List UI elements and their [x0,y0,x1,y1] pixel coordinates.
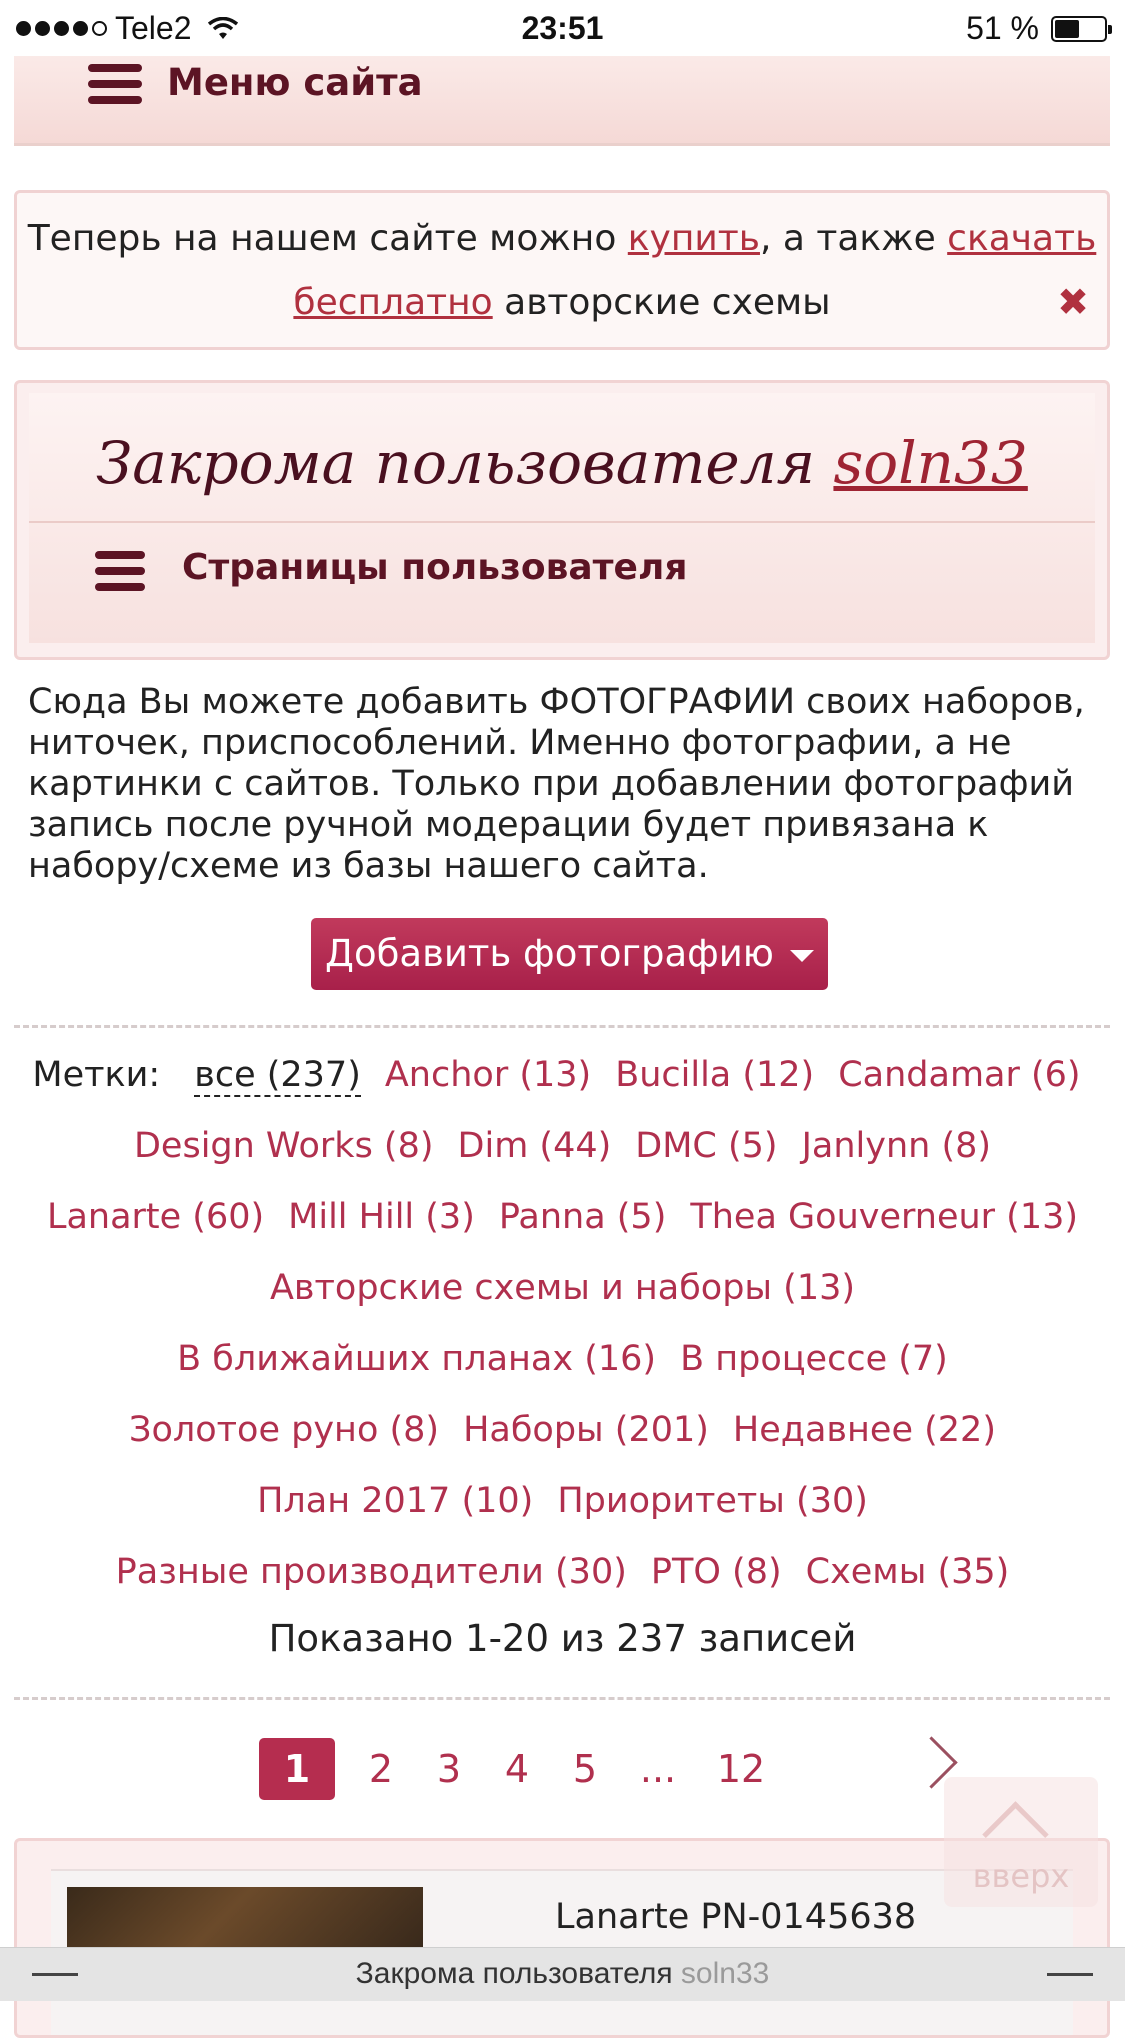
clock: 23:51 [521,10,604,46]
battery-icon [1051,16,1107,42]
tag-all[interactable]: все (237) [194,1055,361,1095]
user-header-inner [29,393,1095,643]
page-link[interactable]: 3 [436,1747,462,1791]
results-count: Показано 1-20 из 237 записей [268,1617,857,1660]
page-link[interactable]: 2 [368,1747,394,1791]
tag-link[interactable]: Bucilla (12) [615,1055,815,1095]
add-photo-label: Добавить фотографию [325,932,774,975]
notice-text-after: авторские схемы [492,282,831,323]
page-link[interactable]: 1 [259,1738,335,1800]
page-title-prefix: Закрома пользователя [96,429,834,497]
browser-title-faded: soln33 [680,1957,770,1990]
minus-icon[interactable] [1047,1973,1093,1976]
divider [14,1697,1110,1700]
tag-link[interactable]: Candamar (6) [838,1055,1081,1095]
caret-down-icon [790,950,814,962]
page-link[interactable]: 4 [504,1747,530,1791]
user-header [14,380,1110,660]
tag-link[interactable]: Panna (5) [498,1197,667,1237]
tag-link[interactable]: Авторские схемы и наборы (13) [269,1268,856,1308]
download-free-link[interactable]: скачать бесплатно [293,218,1097,323]
add-photo-button[interactable] [311,918,828,990]
buy-link[interactable]: купить [627,218,760,259]
page-link[interactable]: 12 [716,1747,766,1791]
tag-link[interactable]: Janlynn (8) [801,1126,992,1166]
divider [29,521,1095,523]
tag-link[interactable]: Схемы (35) [805,1552,1010,1592]
status-bar [0,0,1125,56]
battery-percent: 51 % [966,10,1039,46]
entry-title[interactable]: Lanarte PN-0145638 [555,1897,917,1937]
tag-link[interactable]: В ближайших планах (16) [177,1339,657,1379]
divider [14,1025,1110,1028]
battery-status [966,10,1107,47]
tag-link[interactable]: Anchor (13) [384,1055,592,1095]
close-icon[interactable]: ✖ [1057,280,1089,324]
tag-link[interactable]: Dim (44) [457,1126,612,1166]
carrier-name: Tele2 [115,10,192,46]
hamburger-menu-icon[interactable] [88,64,142,104]
page-link[interactable]: 5 [572,1747,598,1791]
user-pages-menu-label[interactable]: Страницы пользователя [182,547,688,588]
tag-cloud [20,1040,1105,1608]
tag-link[interactable]: Lanarte (60) [46,1197,265,1237]
browser-page-title [0,1957,1125,1991]
site-menu-label[interactable]: Меню сайта [167,61,423,104]
tag-link[interactable]: Золотое руно (8) [129,1410,440,1450]
tag-link[interactable]: DMC (5) [635,1126,778,1166]
tag-link[interactable]: Mill Hill (3) [288,1197,475,1237]
site-menu-bar[interactable] [14,44,1110,146]
scroll-top-label: вверх [972,1857,1070,1895]
tag-link[interactable]: Недавнее (22) [732,1410,996,1450]
username-link[interactable]: soln33 [833,429,1028,497]
tag-link[interactable]: В процессе (7) [680,1339,948,1379]
tag-link[interactable]: План 2017 (10) [257,1481,534,1521]
browser-bottom-bar [0,1947,1125,2001]
pagination-ellipsis: ... [639,1747,677,1791]
tag-link[interactable]: Thea Gouverneur (13) [690,1197,1079,1237]
page-title [29,429,1095,497]
notice-text-middle: , а также [759,218,948,259]
tag-link[interactable]: Наборы (201) [463,1410,709,1450]
tag-link[interactable]: PTO (8) [650,1552,782,1592]
tag-link[interactable]: Разные производители (30) [115,1552,627,1592]
notice-banner [14,190,1110,350]
hamburger-menu-icon[interactable] [95,551,145,591]
tags-label: Метки: [32,1055,161,1095]
tag-link[interactable]: Приоритеты (30) [557,1481,868,1521]
notice-text-before: Теперь на нашем сайте можно [27,218,628,259]
tag-link[interactable]: Design Works (8) [133,1126,434,1166]
description-text: Сюда Вы можете добавить ФОТОГРАФИИ своих наборов, ниточек, приспособлений. Именно фотографии, а не картинки с сайтов. Только при добавлении фотографий запись после ручной модерации будет привязана к набору/схеме из базы нашего сайта. [28,682,1085,886]
scroll-top-button[interactable] [944,1777,1098,1907]
browser-title-main: Закрома пользователя [355,1957,681,1990]
